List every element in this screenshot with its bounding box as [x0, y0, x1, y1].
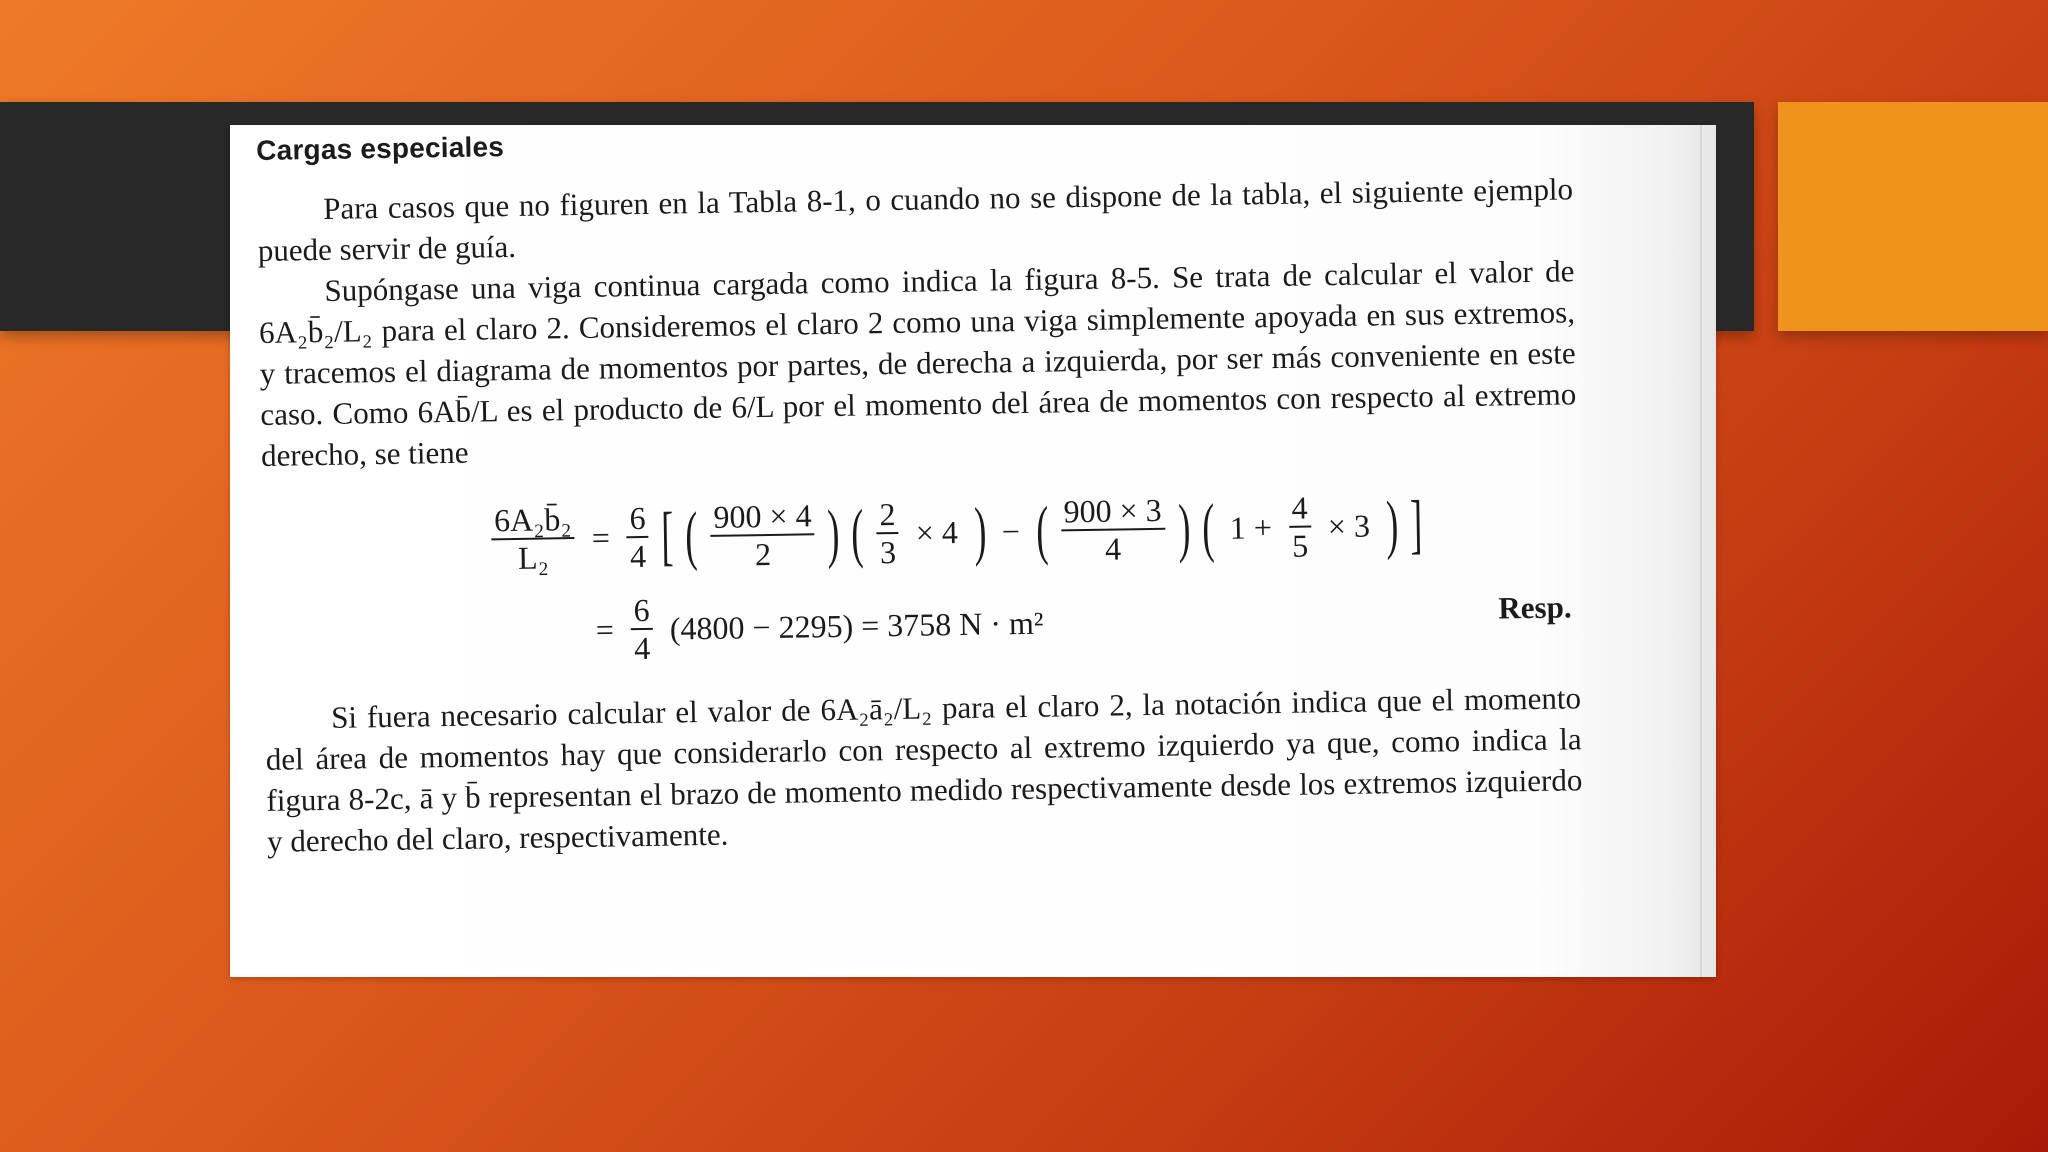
- term-1-numerator: 900 × 4: [710, 497, 815, 537]
- term-2-numerator: 2: [876, 496, 899, 534]
- orange-accent-box: [1778, 102, 2048, 331]
- close-bracket: ]: [1409, 487, 1423, 561]
- times-four: × 4: [915, 513, 959, 551]
- coefficient-fraction: [626, 500, 649, 574]
- term-2-fraction: [876, 496, 899, 570]
- close-paren-4: ): [1385, 488, 1399, 562]
- open-paren-1: (: [685, 499, 699, 573]
- term-4-denominator: 5: [1291, 527, 1309, 564]
- lhs-denominator: L₂: [517, 539, 550, 576]
- term-3-numerator: 900 × 3: [1060, 492, 1165, 532]
- equals-sign: =: [591, 518, 611, 556]
- close-paren-1: ): [827, 496, 841, 571]
- times-three: × 3: [1327, 507, 1371, 544]
- paragraph-method: Supóngase una viga continua cargada como indica la figura 8-5. Se trata de calcular el valor de 6A₂b̄₂/L₂ para el claro 2. Consideremos el claro 2 como una viga simplemente apoyada en sus extremos, y tracemos el diagrama de momentos por partes, de derecha a izquierda, por ser más conveniente en este caso. Como 6Ab̄/L es el producto de 6/L por el momento del área de momentos con respecto al extremo derecho, se tiene: [258, 253, 1577, 473]
- equation-line-2: [589, 586, 1050, 667]
- term-2-denominator: 3: [879, 533, 897, 571]
- minus-sign: −: [1001, 512, 1021, 549]
- coefficient-fraction-2: [630, 592, 653, 666]
- term-4-fraction: [1288, 489, 1311, 563]
- term-1-denominator: 2: [754, 535, 772, 573]
- paragraph-intro: Para casos que no figuren en la Tabla 8-1, o cuando no se dispone de la tabla, el siguiente ejemplo puede servir de guía.: [257, 171, 1574, 268]
- equation-line-1: [488, 488, 1425, 577]
- answer-label: Resp.: [1498, 589, 1572, 626]
- term-4-numerator: 4: [1288, 489, 1311, 527]
- open-paren-4: (: [1201, 491, 1215, 565]
- coefficient-numerator: 6: [626, 500, 649, 538]
- coefficient-2-denominator: 4: [633, 629, 651, 667]
- open-bracket: [: [661, 499, 675, 573]
- coefficient-2-numerator: 6: [630, 592, 653, 630]
- lhs-numerator: 6A₂b̄₂: [491, 501, 575, 540]
- paragraph-notation: Si fuera necesario calcular el valor de 6A₂ā₂/L₂ para el claro 2, la notación indica que el momento del área de momentos hay que considerarlo con respecto al extremo izquierdo ya que, como indica la figura 8-2c, ā y b̄ representan el brazo de momento medido respectivamente desde los extremos izquierdo y derecho del claro, respectivamente.: [265, 680, 1583, 859]
- term-3-fraction: [1060, 492, 1165, 568]
- lhs-fraction: [491, 501, 576, 576]
- term-1-fraction: [710, 497, 815, 573]
- close-paren-2: ): [973, 494, 987, 568]
- section-heading: Cargas especiales: [256, 131, 505, 166]
- equals-sign-2: =: [595, 610, 615, 648]
- open-paren-2: (: [851, 496, 865, 570]
- one-plus: 1 +: [1229, 508, 1273, 546]
- term-3-denominator: 4: [1104, 530, 1122, 567]
- equation-block: [262, 479, 1581, 676]
- close-paren-3: ): [1177, 491, 1191, 565]
- page-binding-edge: [1700, 125, 1702, 977]
- open-paren-3: (: [1035, 493, 1049, 567]
- coefficient-denominator: 4: [629, 537, 647, 575]
- page-content: [256, 114, 1583, 862]
- result-expression: (4800 − 2295) = 3758 N · m²: [669, 604, 1044, 647]
- scanned-page-image: [230, 125, 1716, 977]
